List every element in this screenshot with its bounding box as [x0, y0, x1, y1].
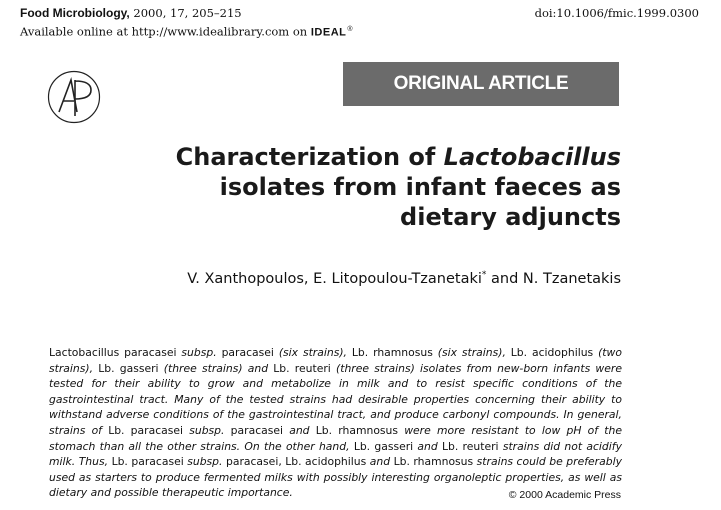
abstract-segment: (three strains) and: [158, 361, 274, 375]
abstract-segment: strains did not acidify milk. Thus,: [49, 439, 622, 469]
abstract-species-name: Lb. reuteri: [273, 361, 331, 375]
abstract-text: [49, 345, 622, 501]
abstract-species-name: Lactobacillus paracasei: [49, 346, 177, 359]
journal-details: 2000, 17, 205–215: [129, 6, 242, 20]
journal-citation: [20, 6, 242, 20]
abstract-segment: and: [366, 455, 394, 469]
abstract-segment: and: [413, 439, 442, 453]
abstract-species-name: Lb. acidophilus: [510, 346, 594, 359]
abstract-species-name: paracasei: [230, 423, 284, 437]
doi-link[interactable]: doi:10.1006/fmic.1999.0300: [534, 6, 699, 20]
abstract-species-name: paracasei, Lb. acidophilus: [225, 455, 367, 469]
availability-text[interactable]: Available online at http://www.idealibrary.com on: [20, 24, 308, 39]
title-line3: dietary adjuncts: [400, 203, 621, 231]
abstract-segment: (two strains),: [49, 346, 622, 375]
corresponding-author-mark: *: [481, 270, 487, 280]
title-line1: Characterization of: [175, 143, 444, 171]
journal-name: Food Microbiology,: [20, 6, 130, 20]
abstract-segment: (six strains),: [432, 346, 511, 359]
abstract-species-name: Lb. gasseri: [353, 439, 414, 453]
abstract-segment: and: [283, 423, 316, 437]
article-type-label: ORIGINAL ARTICLE: [393, 73, 569, 94]
article-type-banner: [343, 62, 619, 106]
abstract-segment: were more resistant to low pH of the stomach than all the other strains. On the other hand,: [49, 423, 622, 453]
abstract-species-name: Lb. rhamnosus: [351, 346, 433, 359]
abstract-species-name: Lb. rhamnosus: [315, 423, 399, 437]
abstract-species-name: paracasei: [221, 346, 274, 359]
abstract-segment: (three strains) isolates from new-born infants were tested for their ability to grow and metabolize in milk and to resist specific conditions of the gastrointestinal tract. Many of the tested strains had desirable properties concerning their ability to withstand adverse conditions of the gastrointestinal tract, and produce carbonyl compounds. In general, strains of: [49, 361, 622, 437]
abstract-species-name: Lb. paracasei: [108, 423, 184, 437]
abstract-segment: subsp.: [183, 455, 226, 469]
abstract-species-name: Lb. rhamnosus: [393, 455, 474, 469]
abstract-segment: (six strains),: [273, 346, 352, 359]
abstract-segment: subsp.: [176, 346, 222, 359]
title-genus: Lactobacillus: [443, 143, 621, 171]
title-line2: isolates from infant faeces as: [219, 173, 621, 201]
abstract-segment: strains could be preferably used as starters to produce fermented milks with possibly interesting organoleptic properties, as well as dietary and possible therapeutic importance.: [49, 455, 622, 500]
abstract-segment: subsp.: [183, 423, 231, 437]
article-title: [101, 142, 621, 232]
abstract-species-name: Lb. paracasei: [111, 455, 184, 469]
abstract-species-name: Lb. reuteri: [442, 439, 499, 453]
author-list: V. Xanthopoulos, E. Litopoulou-Tzanetaki* and N. Tzanetakis: [187, 270, 621, 287]
abstract-species-name: Lb. gasseri: [98, 361, 159, 375]
academic-press-logo: [47, 70, 101, 124]
availability-line: [20, 23, 353, 40]
copyright-notice: © 2000 Academic Press: [508, 489, 621, 501]
ideal-logo: IDEAL®: [310, 26, 354, 39]
